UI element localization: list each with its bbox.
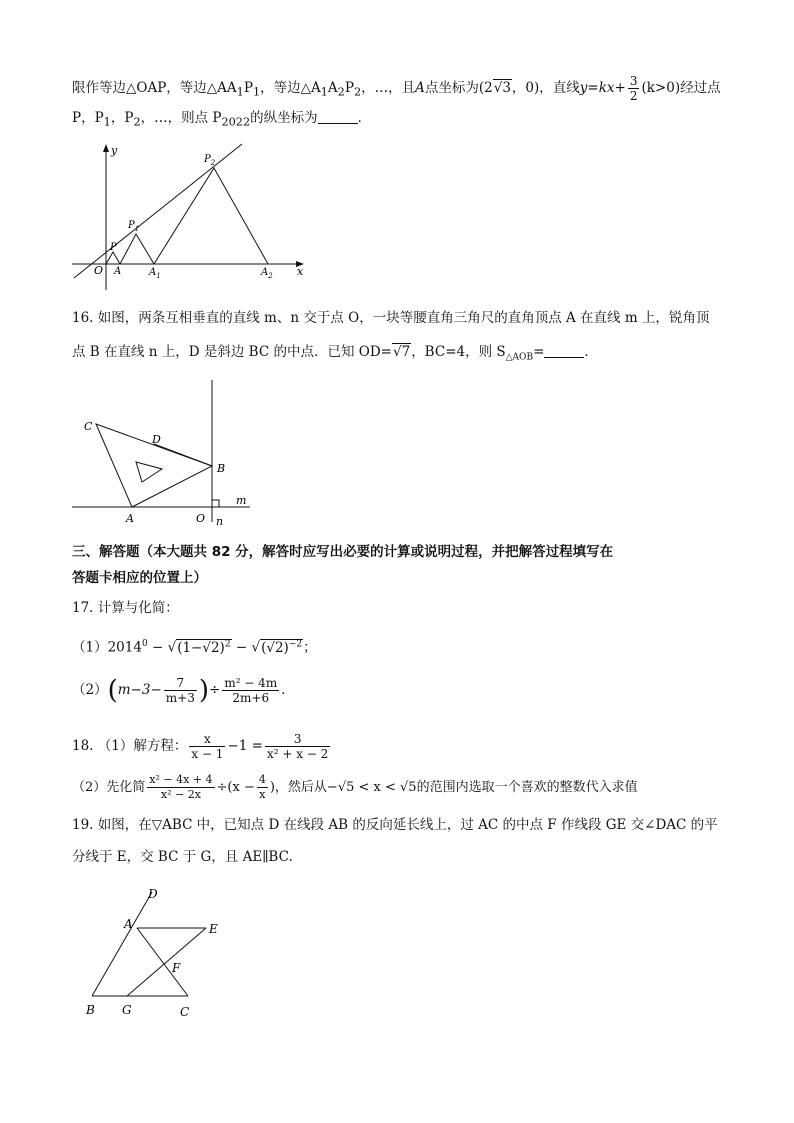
q19-line1: 19. 如图，在▽ABC 中，已知点 D 在线段 AB 的反向延长线上，过 AC 的中点 F 作线段 GE 交∠DAC 的平 bbox=[72, 817, 718, 833]
triangle-AA1P1 bbox=[120, 234, 154, 264]
label-G: G bbox=[122, 1003, 132, 1017]
label-A: A bbox=[126, 512, 134, 525]
label-O: O bbox=[196, 512, 206, 525]
label-B: B bbox=[86, 1003, 95, 1017]
section-3-heading-cont: 答题卡相应的位置上） bbox=[72, 570, 207, 586]
label-O: O bbox=[94, 264, 104, 277]
q15-line2: P，$P_1$，$P_2$，…，则点 $P_{2022}$的纵坐标为 ． bbox=[72, 110, 372, 129]
q17-part1: $(1)2014^0 - √(1-√2)^2 - √(√2)^{-2}$； bbox=[72, 639, 317, 656]
label-x: x bbox=[297, 265, 304, 278]
right-angle-mark bbox=[212, 500, 219, 507]
label-n: n bbox=[216, 515, 224, 528]
q19-figure bbox=[80, 884, 250, 1024]
label-D: D bbox=[148, 887, 158, 901]
label-C: C bbox=[84, 420, 93, 433]
segment-GE bbox=[127, 928, 206, 996]
q17-part2: （2）(m−3− $\frac{7}{m+3}$ )÷ $\frac{\text{m² − 4m}}{2m+6}$ ． bbox=[72, 675, 295, 706]
q19-line2: 分线于 E，交 BC 于 G，且 AE∥BC. bbox=[72, 849, 293, 865]
label-A1: $A_1$ bbox=[149, 267, 161, 280]
label-y: y bbox=[111, 144, 118, 157]
label-A2: $A_2$ bbox=[261, 267, 273, 280]
q16-figure bbox=[70, 376, 270, 528]
label-E: E bbox=[209, 922, 218, 936]
fraction-3-2: $\frac{3}{2}$ bbox=[629, 74, 638, 103]
label-F: F bbox=[172, 961, 181, 975]
label-A: A bbox=[124, 917, 133, 931]
segment-AC bbox=[137, 928, 188, 996]
label-P: P bbox=[110, 242, 117, 253]
q18-part1: 18. （1）解方程： $\frac{x}{x - 1}$ −1 = $\frac{3}{\text{x² + x − 2}}$ bbox=[72, 732, 329, 761]
label-D: D bbox=[152, 433, 161, 446]
section-3-heading: 三、解答题（本大题共 82 分，解答时应写出必要的计算或说明过程，并把解答过程填写在 bbox=[72, 544, 614, 560]
q18-part2: （2）先化简 $\frac{\text{x² − 4x + 4}}{\text{x² − 2x}}$ ÷(x − $\frac{4}{x}$ )，然后从−√5 < x < √5的范围内选取一个喜欢的整数代入求值 bbox=[72, 773, 638, 801]
label-C: C bbox=[180, 1005, 190, 1019]
q16-line1: 16. 如图，两条互相垂直的直线 m、n 交于点 O，一块等腰直角三角尺的直角顶点 A 在直线 m 上，锐角顶 bbox=[72, 310, 710, 326]
segment-BD bbox=[92, 892, 152, 996]
label-m: m bbox=[236, 494, 247, 507]
label-P1: $P_1$ bbox=[128, 220, 140, 233]
sqrt-3: √3 bbox=[493, 80, 511, 96]
triangle-A1A2P2 bbox=[154, 168, 268, 264]
answer-blank[interactable] bbox=[544, 343, 584, 358]
label-A: A bbox=[114, 266, 122, 277]
triangle-OAP bbox=[106, 252, 120, 264]
q15-line1: 限作等边△OAP，等边$\triangle AA_1P_1$，等边$\triangle A_1A_2P_2$，…，且A点坐标为(2√3，0)，直线y=kx+ $\frac{3}{2}$ (k>0)经过点 bbox=[72, 74, 721, 103]
q16-line2: 点 B 在直线 n 上，D 是斜边 BC 的中点．已知 OD=√7，BC=4，则 $S_{\triangle AOB}=$ ． bbox=[72, 344, 598, 363]
sqrt-7: √7 bbox=[392, 344, 411, 360]
answer-blank[interactable] bbox=[318, 109, 358, 124]
q17-title: 17. 计算与化简： bbox=[72, 600, 179, 616]
label-B: B bbox=[217, 462, 226, 475]
segment-AB-hint bbox=[154, 444, 212, 466]
q15-figure bbox=[66, 140, 316, 295]
label-P2: $P_2$ bbox=[204, 154, 216, 167]
y-axis-arrow bbox=[103, 144, 109, 152]
set-square-inner bbox=[136, 462, 162, 482]
